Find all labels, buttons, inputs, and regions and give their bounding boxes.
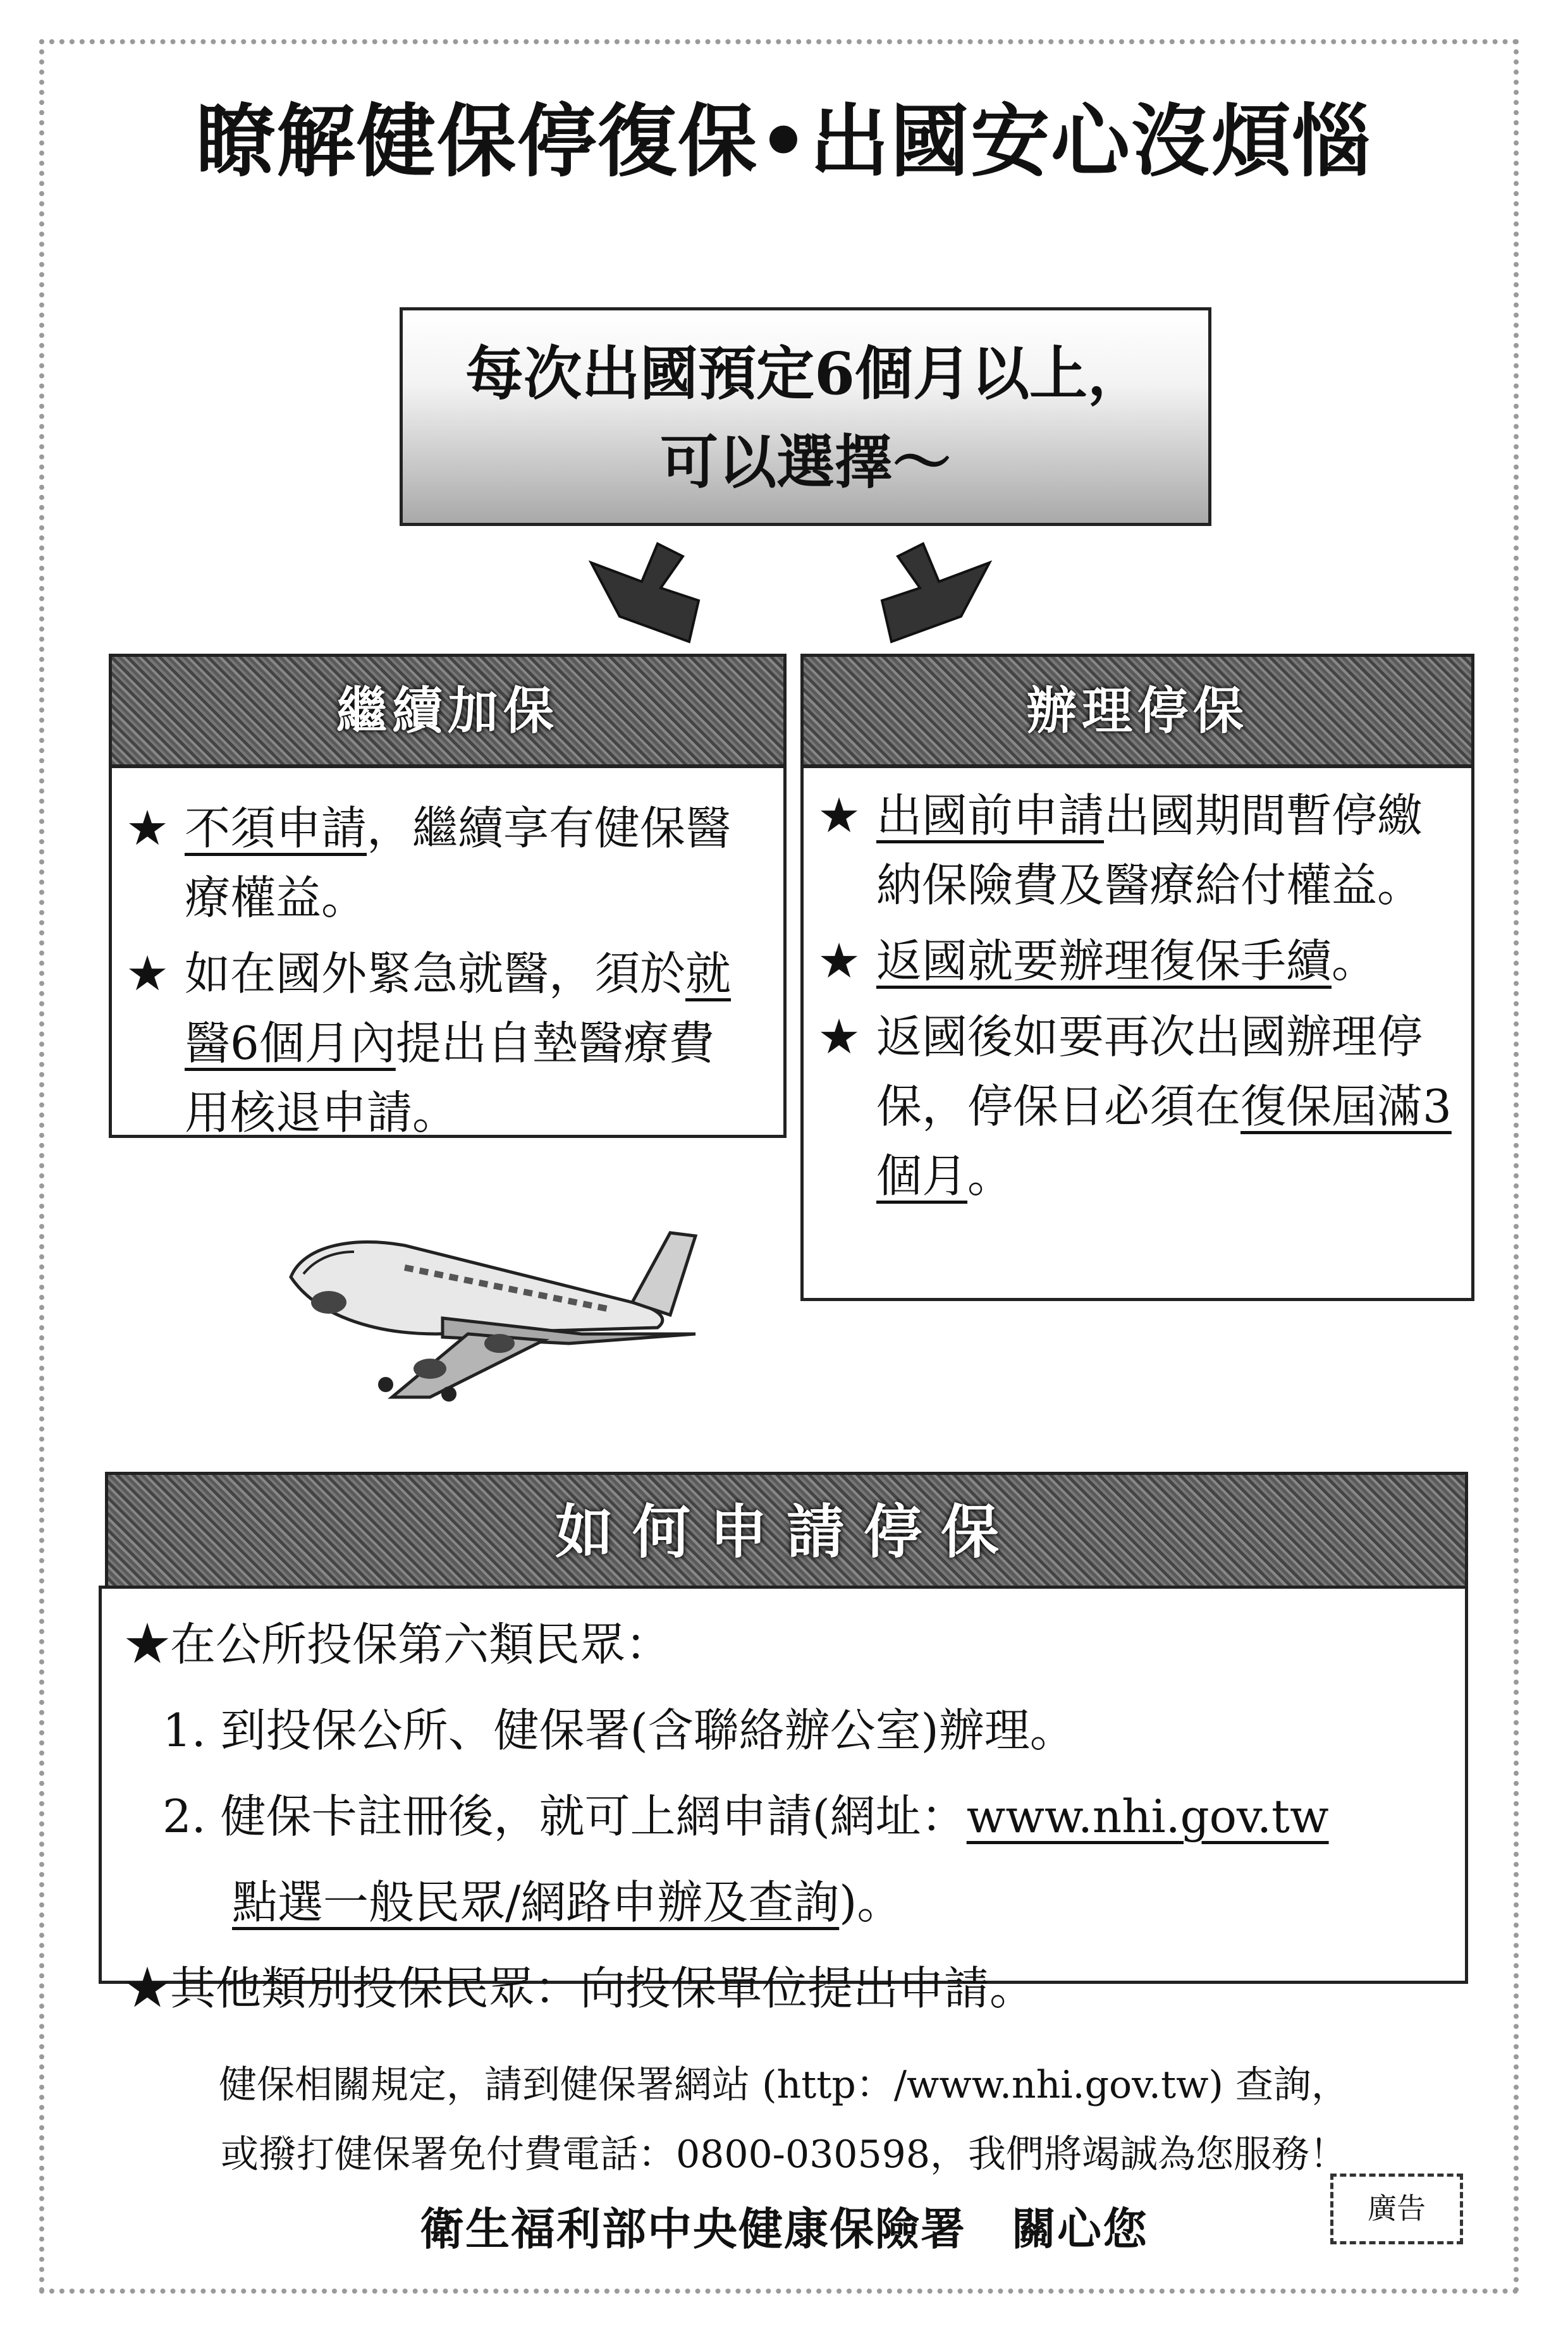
left-item-2-highlight: 就醫6個月內 — [185, 947, 732, 1070]
apply-group-2-text: 其他類別投保民眾：向投保單位提出申請。 — [170, 1962, 1036, 2015]
star-icon: ★ — [818, 933, 861, 989]
right-item-2 — [804, 926, 1452, 996]
footer-line-2: 或撥打健保署免付費電話：0800-030598，我們將竭誠為您服務！ — [220, 2132, 1347, 2177]
apply-step-2-suffix: )。 — [839, 1876, 903, 1929]
star-icon: ★ — [125, 1962, 171, 2015]
right-item-1-text: 出國期間暫停繳納保險費及醫療給付權益。 — [876, 789, 1423, 912]
left-item-1-highlight: 不須申請 — [185, 802, 367, 855]
right-item-3 — [804, 1002, 1452, 1211]
right-panel-body — [800, 765, 1474, 1301]
right-item-3-highlight: 復保屆滿3個月 — [876, 1080, 1452, 1202]
right-item-1-highlight: 出國前申請 — [876, 789, 1105, 842]
intro-box — [400, 307, 1211, 526]
left-panel-body — [109, 765, 787, 1138]
ad-label: 廣告 — [1330, 2174, 1463, 2244]
star-icon: ★ — [126, 945, 169, 1001]
intro-line-1: 每次出國預定6個月以上， — [465, 339, 1146, 408]
apply-step-2-link: 點選一般民眾/網路申辦及查詢 — [232, 1876, 840, 1929]
apply-group-1 — [125, 1601, 1446, 1687]
apply-step-2-url: www.nhi.gov.tw — [966, 1790, 1329, 1843]
intro-line-2: 可以選擇～ — [659, 428, 951, 496]
star-icon: ★ — [125, 1618, 171, 1671]
right-item-2-highlight: 返國就要辦理復保手續 — [876, 934, 1332, 988]
right-item-3-text-a: 返國後如要再次出國辦理停保，停保日必須在 — [876, 1010, 1423, 1133]
footer-line-1: 健保相關規定，請到健保署網站 (http：/www.nhi.gov.tw) 查詢， — [219, 2063, 1349, 2107]
apply-body — [99, 1586, 1468, 2015]
apply-group-1-text: 在公所投保第六類民眾： — [170, 1618, 671, 1671]
apply-step-2-prefix: 2. 健保卡註冊後，就可上網申請(網址： — [162, 1790, 967, 1843]
left-panel-heading: 繼續加保 — [109, 654, 787, 767]
airplane-icon — [278, 1208, 708, 1410]
apply-group-2 — [125, 1945, 1446, 2031]
arrow-down-left-icon — [582, 537, 708, 645]
apply-heading: 如何申請停保 — [105, 1472, 1468, 1592]
star-icon: ★ — [818, 787, 861, 843]
star-icon: ★ — [126, 800, 169, 856]
left-item-2-text-b: 提出自墊醫療費用核退申請。 — [185, 1017, 714, 1139]
apply-step-2-cont — [125, 1859, 1446, 1945]
arrow-down-right-icon — [873, 537, 999, 645]
apply-step-2 — [125, 1773, 1446, 1859]
right-item-2-text: 。 — [1332, 934, 1378, 988]
apply-step-1: 1. 到投保公所、健保署(含聯絡辦公室)辦理。 — [162, 1704, 1075, 1757]
star-icon: ★ — [818, 1008, 861, 1065]
left-item-2-text-a: 如在國外緊急就醫，須於 — [185, 947, 686, 1000]
right-item-1 — [804, 781, 1452, 920]
footer-agency: 衛生福利部中央健康保險署 關心您 — [420, 2203, 1148, 2255]
left-item-2 — [112, 939, 758, 1147]
left-item-1 — [112, 793, 758, 933]
page-title: 瞭解健保停復保•出國安心沒煩惱 — [196, 96, 1372, 188]
right-panel-heading: 辦理停保 — [800, 654, 1474, 767]
left-item-1-text: ，繼續享有健保醫療權益。 — [185, 802, 732, 924]
right-item-3-text-b: 。 — [967, 1149, 1014, 1202]
